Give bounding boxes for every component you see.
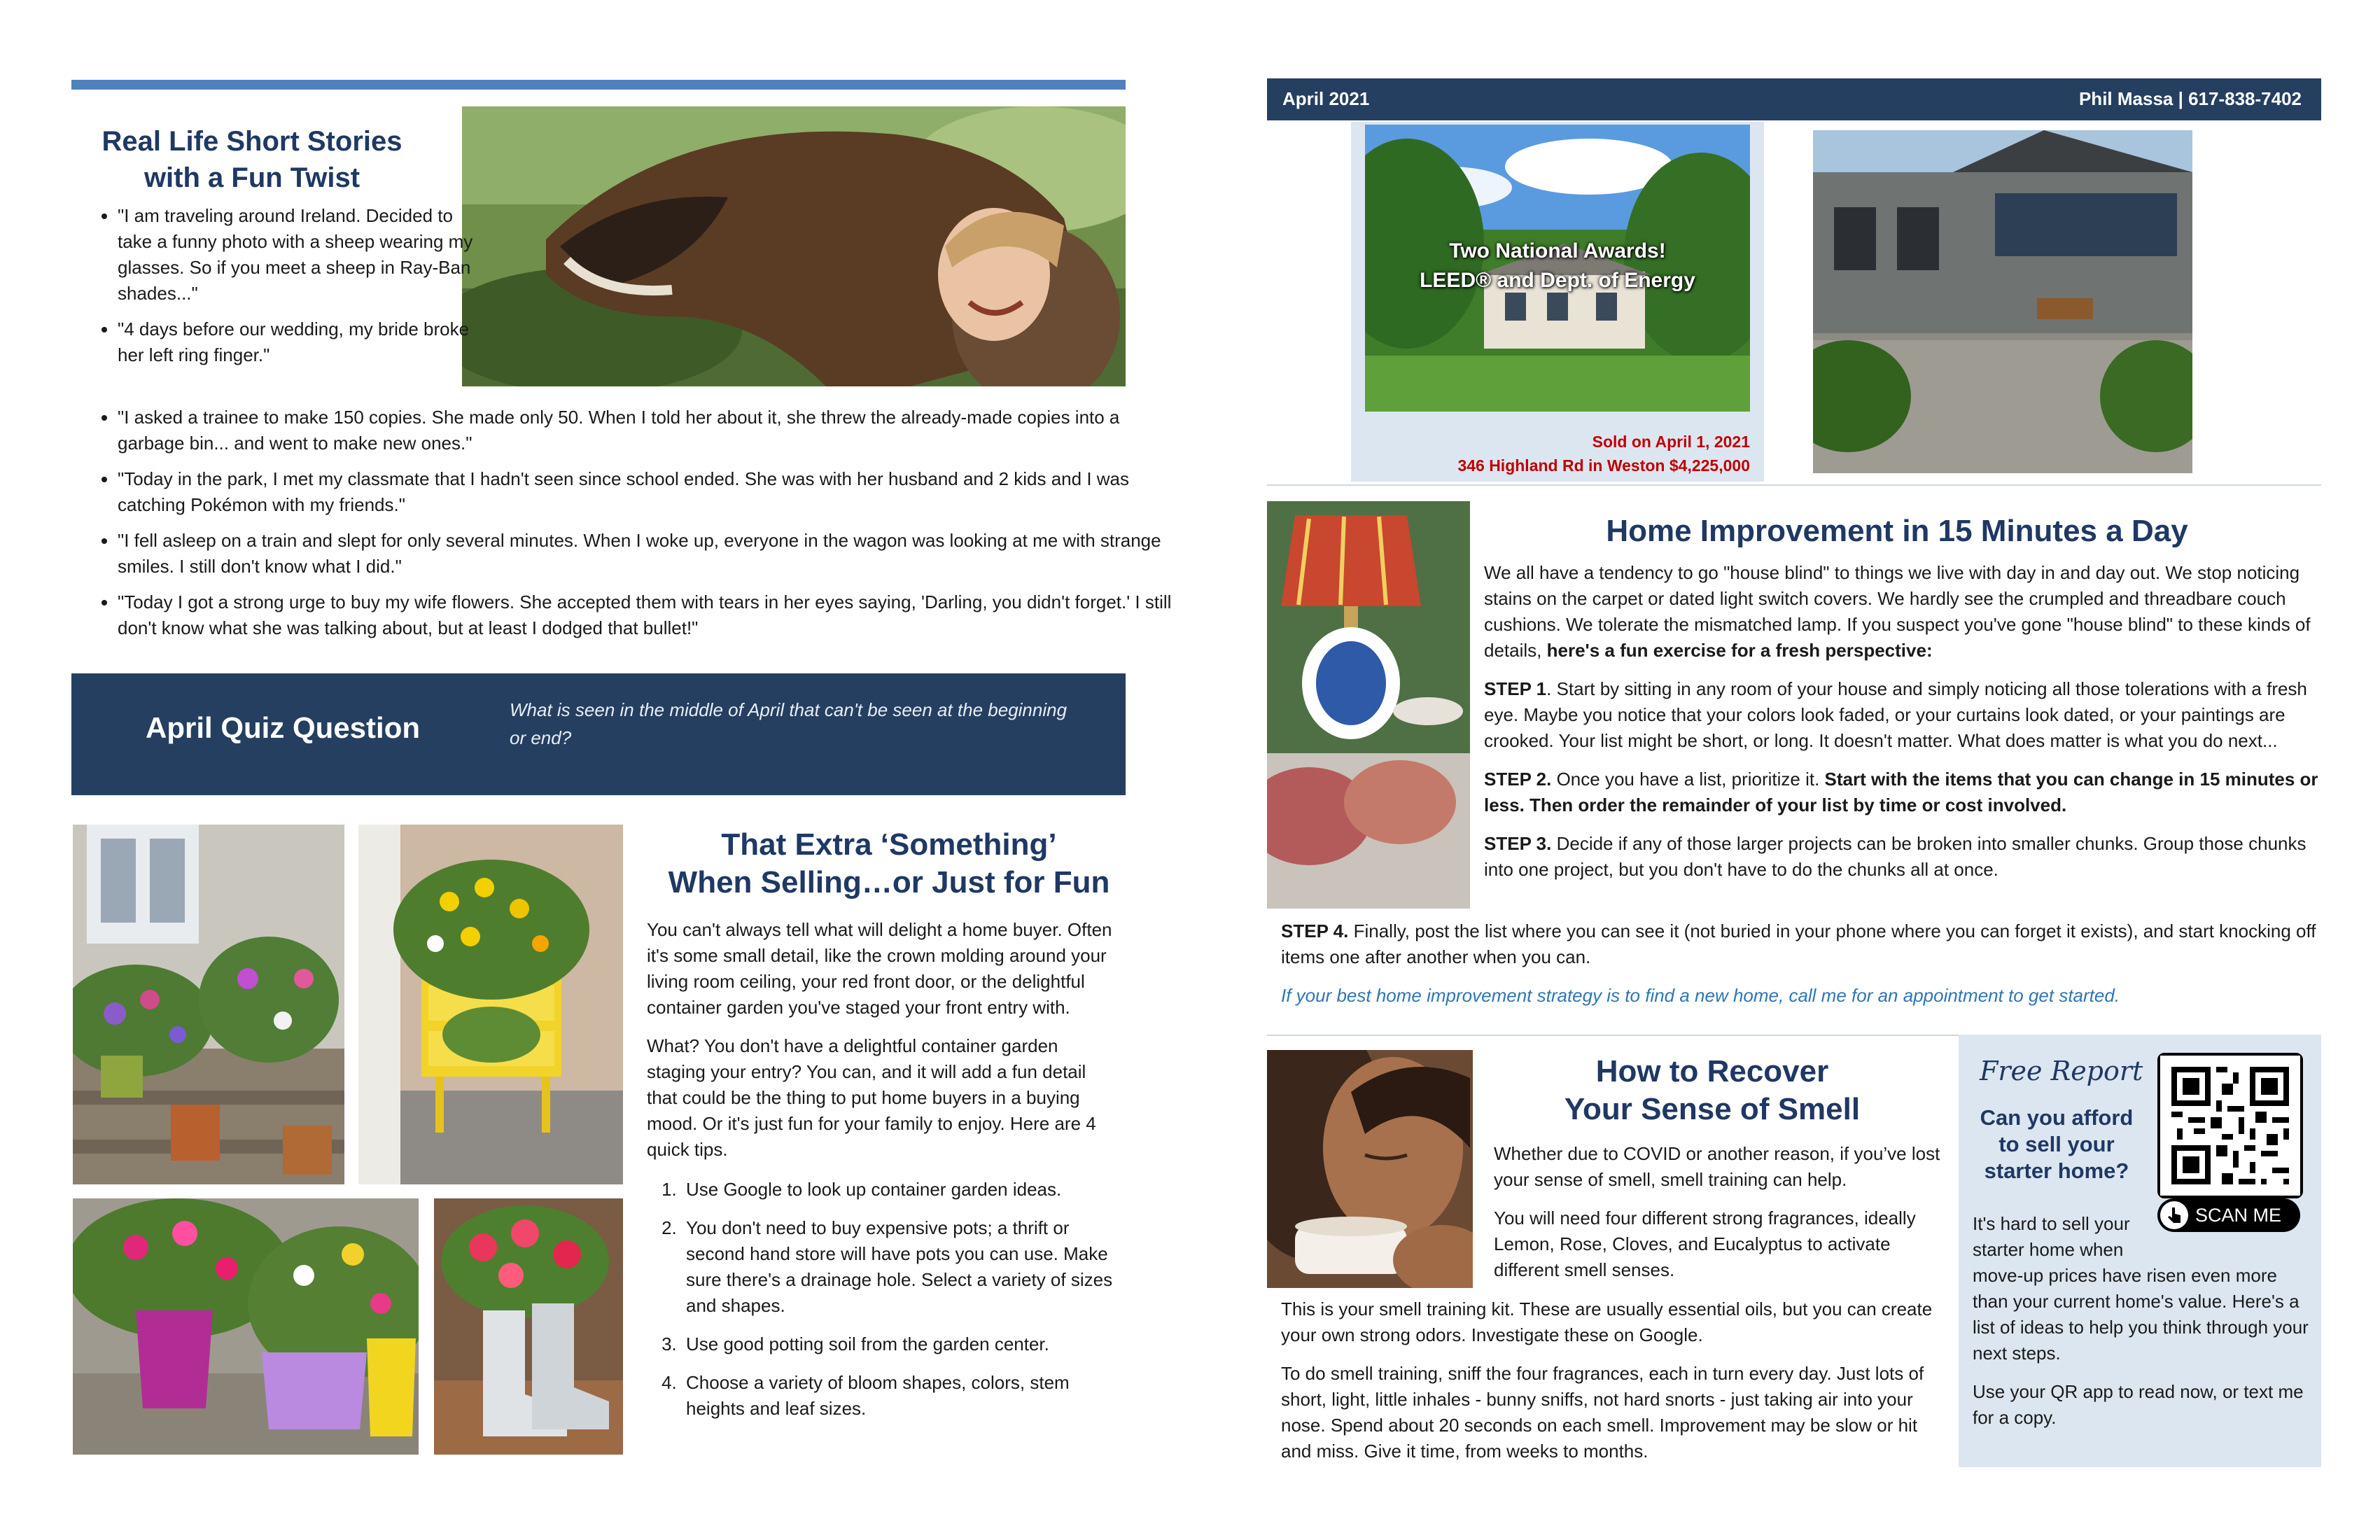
quiz-question: What is seen in the middle of April that can't be seen at the beginning or end?	[510, 699, 1068, 748]
smell-paragraph-3: This is your smell training kit. These are usually essential oils, but you can create your own strong odors. Investigate these on Google.	[1281, 1298, 1933, 1345]
free-report-question: Can you afford to sell your starter home?	[1980, 1105, 2134, 1183]
sold-caption: Sold on April 1, 2021 346 Highland Rd in Weston $4,225,000	[1457, 433, 1750, 475]
smell-paragraph-1: Whether due to COVID or another reason, if you’ve lost your sense of smell, smell training can help.	[1494, 1143, 1940, 1190]
section-divider	[1267, 484, 2321, 486]
page-header-bar	[1267, 78, 2321, 120]
issue-date: April 2021	[1282, 88, 1370, 109]
improvement-step-1: STEP 1. Start by sitting in any room of your house and simply noticing all those tolerations with a fresh eye. Maybe you notice that your colors look faded, or your curtains look dated, or your paintings are crooked. Your list might be short, or long. It doesn't matter. What does matter is what you do next...	[1484, 678, 2307, 751]
flower-photo-pots	[73, 1198, 419, 1455]
report-paragraph-2: Use your QR app to read now, or text me for a copy.	[1973, 1381, 2304, 1428]
free-report-label: Free Report	[1980, 1056, 2143, 1086]
qr-code[interactable]	[2157, 1053, 2303, 1198]
report-body	[1973, 1211, 2311, 1431]
list-item: • "Today I got a strong urge to buy my wife flowers. She accepted them with tears in her eyes saying, 'Darling, you didn't forget.' I still don't know what she was talking about, but at least I dodged that bullet!"	[118, 589, 1175, 641]
smell-title: How to Recover Your Sense of Smell	[1564, 1054, 1861, 1126]
extra-title: That Extra ‘Something’ When Selling…or Just for Fun	[668, 827, 1110, 899]
sold-house-photo	[1365, 125, 1750, 412]
flower-photo-steps	[73, 825, 344, 1184]
report-paragraph-1: It's hard to sell your starter home when move-up prices have risen even more than your current home's value. Here's a list of ideas to help you think through your next steps.	[1973, 1213, 2309, 1364]
list-item: • "I asked a trainee to make 150 copies. She made only 50. When I told her about it, she threw the already-made copies into a garbage bin... and went to make new ones."	[118, 405, 1175, 456]
list-item: • "I fell asleep on a train and slept for only several minutes. When I woke up, everyone in the wagon was looking at me with strange smiles. I still don't know what I did."	[118, 528, 1175, 580]
extra-paragraph-2: What? You don't have a delightful container garden staging your entry? You can, and it will add a fun detail that could be the thing to put home buyers in a buying mood. Or it's just fun for your family to enjoy. Here are 4 quick tips.	[647, 1035, 1096, 1160]
improvement-title: Home Improvement in 15 Minutes a Day	[1606, 514, 2188, 548]
woman-coffee-photo	[1267, 1050, 1473, 1288]
top-accent-bar	[71, 80, 1126, 90]
improvement-body-lower	[1281, 918, 2323, 1009]
improvement-step-4: STEP 4. Finally, post the list where you can see it (not buried in your phone where you can forget it exists), and start knocking off items one after another when you can.	[1281, 920, 2316, 967]
list-item: • "Today in the park, I met my classmate that I hadn't seen since school ended. She was with her husband and 2 kids and I was catching Pokémon with my friends."	[118, 466, 1175, 518]
lamp-couch-photo	[1267, 501, 1470, 909]
stories-title: Real Life Short Stories with a Fun Twist	[102, 126, 402, 193]
list-item: 3. Use good potting soil from the garden center.	[682, 1331, 1120, 1357]
improvement-step-3: STEP 3. Decide if any of those larger projects can be broken into smaller chunks. Group those chunks into one project, but you don't have to do the chunks all at once.	[1484, 833, 2306, 880]
improvement-step-2: STEP 2. Once you have a list, prioritize it. Start with the items that you can change in 15 minutes or less. Then order the remainder of your list by time or cost involved.	[1484, 769, 2318, 816]
stories-list-wide	[71, 405, 1175, 651]
agent-contact: Phil Massa | 617-838-7402	[2078, 88, 2302, 109]
flower-photo-boots	[434, 1198, 623, 1455]
extra-body	[647, 917, 1120, 1434]
list-item: 4. Choose a variety of bloom shapes, colors, stem heights and leaf sizes.	[682, 1370, 1120, 1422]
list-item: 1. Use Google to look up container garden ideas.	[682, 1177, 1120, 1203]
improvement-intro: We all have a tendency to go "house blind" to things we live with day in and day out. We stop noticing stains on the carpet or dated light switch covers. We hardly see the crumpled and threadbare couch cushions. We tolerate the mismatched lamp. If you suspect you've gone "house blind" to these kinds of details, here's a fun exercise for a fresh perspective:	[1484, 562, 2311, 661]
scan-me-label: SCAN ME	[2195, 1205, 2282, 1226]
backyard-photo	[1813, 130, 2192, 473]
flower-photo-yellow-dresser	[358, 825, 623, 1184]
smell-paragraph-4: To do smell training, sniff the four fragrances, each in turn every day. Just lots of short, light, little inhales - bunny sniffs, not hard snorts - just taking air into your nose. Spend about 20 seconds on each smell. Improvement may be slow or hit and miss. Give it time, from weeks to months.	[1281, 1363, 1924, 1462]
list-item: • "I am traveling around Ireland. Decided to take a funny photo with a sheep wearing my glasses. So if you meet a sheep in Ray-Ban shades..."	[118, 203, 482, 307]
tips-list	[647, 1177, 1120, 1422]
improvement-closing: If your best home improvement strategy is to find a new home, call me for an appointment to get started.	[1281, 985, 2120, 1006]
improvement-body-upper	[1484, 560, 2323, 883]
list-item: • "4 days before our wedding, my bride broke her left ring finger."	[118, 316, 482, 368]
free-report-panel	[1959, 1035, 2321, 1467]
quiz-banner	[71, 673, 1126, 795]
stories-list	[71, 203, 482, 378]
sold-photo-overlay: Two National Awards! LEED® and Dept. of Energy	[1420, 239, 1695, 292]
horse-photo	[462, 106, 1126, 386]
quiz-title: April Quiz Question	[146, 711, 421, 744]
smell-body-upper	[1494, 1141, 1946, 1283]
smell-paragraph-2: You will need four different strong fragrances, ideally Lemon, Rose, Cloves, and Eucalyptus to activate different smell senses.	[1494, 1208, 1916, 1280]
smell-body-lower	[1281, 1296, 1946, 1464]
extra-paragraph-1: You can't always tell what will delight a home buyer. Often it's some small detail, like the crown molding around your living room ceiling, your red front door, or the delightful container garden you've staged your front entry with.	[647, 919, 1112, 1018]
list-item: 2. You don't need to buy expensive pots; a thrift or second hand store will have pots you can use. Make sure there's a drainage hole. Select a variety of sizes and shapes.	[682, 1215, 1120, 1319]
